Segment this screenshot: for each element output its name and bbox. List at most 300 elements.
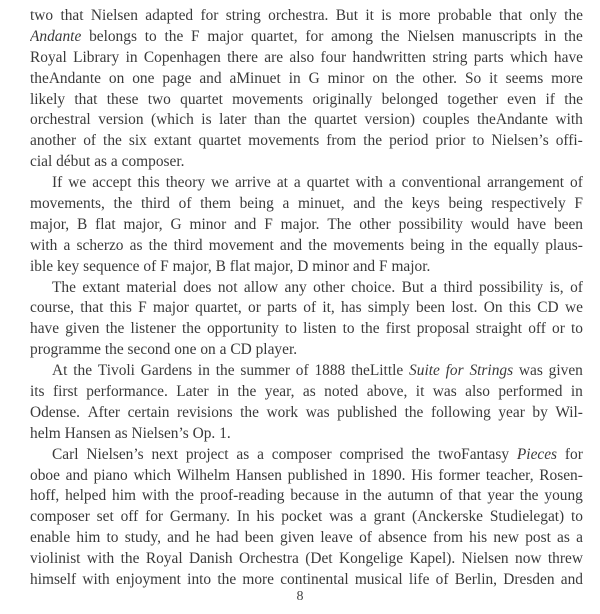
word: pocket	[281, 508, 323, 526]
word: minor	[327, 69, 365, 87]
word: of	[570, 174, 583, 192]
word: been	[553, 215, 583, 233]
word: G	[170, 215, 182, 233]
word: not	[217, 278, 238, 296]
word: At	[52, 362, 68, 380]
word: second	[127, 341, 171, 359]
word: the	[564, 7, 583, 24]
word: enjoyment	[115, 571, 181, 589]
word: Tivoli	[97, 362, 135, 380]
word: post	[525, 529, 551, 547]
word: (Det	[305, 550, 333, 568]
word: as	[302, 383, 316, 401]
word: former	[438, 466, 481, 484]
word: of	[439, 487, 453, 505]
word: off	[528, 320, 546, 338]
word: Pieces	[516, 445, 558, 463]
word: Hansen	[235, 466, 282, 484]
word: that	[80, 299, 104, 317]
word: it	[489, 69, 498, 87]
word: CD	[537, 299, 559, 317]
word: version)	[364, 111, 415, 129]
word: But	[335, 7, 358, 24]
word: of	[83, 132, 97, 150]
word: composer.	[121, 153, 185, 171]
word: for	[200, 7, 219, 24]
text-line	[30, 528, 583, 549]
word: him	[76, 529, 101, 547]
text-line	[30, 27, 583, 48]
word: third	[443, 278, 473, 296]
word: quartet	[180, 90, 223, 108]
text-line	[30, 445, 583, 466]
word: quartet,	[195, 299, 242, 317]
word: and	[560, 571, 583, 589]
word: two	[438, 445, 462, 463]
word: for	[305, 27, 324, 45]
word: of	[303, 299, 317, 317]
word: violinist	[30, 550, 81, 568]
word: the	[411, 445, 431, 463]
word: the	[519, 487, 539, 505]
word: from	[326, 132, 357, 150]
word: been	[416, 299, 446, 317]
word: Suite	[409, 362, 440, 380]
word: of	[570, 278, 583, 296]
word: have	[30, 320, 60, 338]
word: the	[308, 236, 328, 254]
word	[229, 69, 280, 90]
word: first	[52, 383, 78, 401]
word: B	[215, 257, 226, 275]
word: belongs	[89, 27, 137, 45]
word: the	[237, 383, 257, 401]
word: quartet	[314, 111, 358, 129]
word: the	[564, 27, 583, 45]
word: the	[564, 90, 583, 108]
word: given	[548, 362, 583, 380]
word: Kongelige	[338, 550, 404, 568]
word: to	[144, 27, 157, 45]
word: year,	[264, 383, 295, 401]
word: published	[287, 466, 348, 484]
word: as	[236, 445, 250, 463]
word: with	[86, 550, 115, 568]
word: parts	[473, 48, 504, 66]
word: the	[182, 320, 201, 338]
word: the	[148, 236, 168, 254]
word: in	[353, 466, 366, 484]
word: or	[552, 320, 565, 338]
word: Nielsen’s	[491, 132, 549, 150]
word: next	[151, 445, 178, 463]
word: F	[160, 257, 169, 275]
word: and	[353, 195, 376, 213]
word: following	[430, 403, 491, 421]
word: helm	[30, 424, 61, 442]
word: Germany.	[169, 508, 231, 526]
word: F	[191, 27, 200, 45]
word: because	[290, 487, 340, 505]
word: G	[308, 69, 320, 87]
word: Nielsen	[90, 7, 138, 24]
word: new	[493, 529, 519, 547]
word: the	[120, 550, 140, 568]
word: the	[217, 571, 237, 589]
word: for	[145, 508, 164, 526]
word: and	[167, 529, 190, 547]
word: a	[219, 341, 227, 359]
word: other	[359, 215, 391, 233]
word: to	[342, 320, 355, 338]
word: summer	[240, 362, 290, 380]
word: choice.	[351, 278, 396, 296]
word: more	[551, 69, 583, 87]
word: this	[109, 299, 132, 317]
word: than	[253, 111, 281, 129]
word: is	[381, 7, 392, 24]
word: that	[60, 7, 84, 24]
word: likely	[30, 90, 66, 108]
word: Berlin,	[454, 571, 498, 589]
word: Minuet	[236, 69, 281, 87]
word: the	[240, 403, 259, 421]
word: this	[508, 299, 532, 317]
word: absence	[378, 529, 427, 547]
word: had	[216, 529, 239, 547]
word: quartet	[198, 132, 242, 150]
word: have	[553, 48, 583, 66]
word: movements	[333, 236, 405, 254]
word: oboe	[30, 466, 60, 484]
word: other	[313, 278, 345, 296]
word: the	[351, 362, 370, 380]
word: was	[329, 508, 354, 526]
word: set	[96, 508, 114, 526]
text-line	[30, 173, 583, 194]
word: the	[215, 362, 235, 380]
word: to	[571, 320, 583, 338]
word: four	[320, 48, 347, 66]
word: ible	[30, 257, 54, 275]
word: accept	[92, 174, 132, 192]
word: respectively	[491, 195, 566, 213]
word: enable	[30, 529, 71, 547]
word: opportunity	[206, 320, 279, 338]
text-line	[30, 48, 583, 69]
word: Strings	[469, 362, 514, 380]
word: would	[470, 215, 510, 233]
word: later	[219, 111, 247, 129]
word: teacher,	[485, 466, 534, 484]
word: the	[468, 236, 488, 254]
word: So	[464, 69, 482, 87]
word	[351, 361, 403, 382]
word: The	[327, 215, 352, 233]
word: CD	[230, 341, 252, 359]
word: arrive	[234, 174, 271, 192]
word: two	[147, 90, 171, 108]
word: offi-	[555, 132, 583, 150]
word: adapted	[145, 7, 194, 24]
word: helped	[65, 487, 107, 505]
word: with	[555, 111, 583, 129]
word: being	[448, 195, 483, 213]
word: movements	[232, 90, 304, 108]
word: Nielsen	[461, 550, 509, 568]
word: with	[30, 236, 58, 254]
word: for	[564, 445, 583, 463]
text-line	[30, 236, 583, 257]
word: at	[276, 174, 288, 192]
word: Orchestra	[238, 550, 299, 568]
word: début	[56, 153, 91, 171]
word: as	[129, 236, 143, 254]
word: movement	[208, 236, 274, 254]
word: performance.	[86, 383, 168, 401]
body-text	[30, 6, 583, 591]
word: was	[305, 403, 330, 421]
word: originally	[312, 90, 373, 108]
word: major	[152, 299, 189, 317]
word: given	[280, 529, 315, 547]
word	[477, 110, 548, 131]
word: to	[284, 320, 297, 338]
word: the	[73, 362, 93, 380]
paragraph	[30, 278, 583, 362]
word: have	[517, 215, 547, 233]
word: a	[359, 508, 367, 526]
word: does	[183, 278, 212, 296]
word: the	[113, 195, 133, 213]
text-line	[30, 507, 583, 528]
word: In	[236, 508, 250, 526]
word: year	[487, 487, 514, 505]
word: page	[162, 69, 192, 87]
word: major,	[30, 215, 70, 233]
word: of	[143, 257, 157, 275]
word: first	[385, 320, 411, 338]
word: the	[175, 487, 194, 505]
word: Wilhelm	[176, 466, 231, 484]
word: of	[178, 195, 192, 213]
word: F	[574, 195, 583, 213]
word: musical	[354, 571, 403, 589]
word: arrangement	[487, 174, 565, 192]
paragraph	[30, 445, 583, 591]
word: Library	[73, 48, 120, 66]
word: its	[30, 383, 45, 401]
word: being	[239, 195, 274, 213]
word: comprised	[339, 445, 404, 463]
word: which	[133, 466, 172, 484]
word: major,	[172, 257, 212, 275]
word: on	[108, 69, 125, 87]
word: plaus-	[545, 236, 583, 254]
word: two	[30, 7, 54, 24]
word: above,	[366, 383, 408, 401]
word: major.	[391, 257, 431, 275]
word: the	[395, 69, 415, 87]
word: version	[98, 111, 144, 129]
word: is,	[549, 278, 564, 296]
word: hoff,	[30, 487, 60, 505]
word: Rosen-	[539, 466, 583, 484]
word: Carl	[52, 445, 79, 463]
word: 1890.	[370, 466, 406, 484]
word: Nielsen	[407, 27, 455, 45]
word: allow	[243, 278, 279, 296]
word: composer	[271, 445, 332, 463]
word: with	[82, 571, 110, 589]
word: and	[352, 257, 376, 275]
word: from	[433, 529, 463, 547]
word: the	[104, 341, 124, 359]
word: performed	[498, 383, 563, 401]
word: Odense.	[30, 403, 81, 421]
word: Wil-	[555, 403, 583, 421]
word: published	[337, 403, 398, 421]
word: a	[229, 69, 237, 87]
word: continental	[280, 571, 349, 589]
word: 1888	[314, 362, 346, 380]
word: in	[450, 236, 463, 254]
word: couples	[422, 111, 470, 129]
word: leave	[320, 529, 353, 547]
word: (which	[151, 111, 194, 129]
word: in	[570, 383, 583, 401]
word: we	[68, 174, 87, 192]
word: parts	[267, 299, 298, 317]
word: six	[128, 132, 147, 150]
word: by	[532, 403, 548, 421]
word: F	[264, 215, 273, 233]
word: Copenhagen	[143, 48, 221, 66]
word: are	[264, 48, 284, 66]
word: life	[408, 571, 430, 589]
word: orchestral	[30, 111, 91, 129]
text-line	[30, 340, 583, 361]
word: flat	[95, 215, 116, 233]
word: extant	[82, 278, 120, 296]
word: in	[544, 27, 557, 45]
word: work	[266, 403, 299, 421]
word: F	[138, 299, 147, 317]
word: among	[331, 27, 373, 45]
word: them	[200, 195, 231, 213]
word: off	[120, 508, 139, 526]
word: which	[509, 48, 548, 66]
word: into	[187, 571, 212, 589]
word: course,	[30, 299, 75, 317]
word: After	[87, 403, 121, 421]
word: was	[432, 383, 457, 401]
word: seems	[505, 69, 544, 87]
word: a	[110, 153, 118, 171]
word: in	[344, 487, 357, 505]
word: of	[295, 362, 309, 380]
text-line	[30, 403, 583, 424]
word: cial	[30, 153, 53, 171]
word: project	[185, 445, 229, 463]
word: the	[362, 487, 382, 505]
paragraph	[30, 173, 583, 277]
word: Royal	[30, 48, 67, 66]
text-line	[30, 319, 583, 340]
word: one	[174, 341, 197, 359]
word: in	[288, 69, 301, 87]
word: the	[360, 320, 380, 338]
text-line	[30, 6, 583, 27]
word: study,	[124, 529, 161, 547]
word: movements	[248, 132, 320, 150]
word: to	[472, 132, 485, 150]
word: young	[544, 487, 583, 505]
word: string	[432, 48, 468, 66]
word: or	[248, 299, 261, 317]
word: probable	[437, 7, 492, 24]
word: grant	[373, 508, 406, 526]
word: minor	[312, 257, 349, 275]
word: year	[498, 403, 525, 421]
word: this	[137, 174, 160, 192]
word: is	[201, 111, 212, 129]
word: other.	[422, 69, 458, 87]
word: possibility	[398, 215, 463, 233]
word: His	[411, 466, 433, 484]
word: on	[372, 69, 388, 87]
word: the	[287, 111, 307, 129]
word: extant	[153, 132, 192, 150]
word: F	[379, 257, 388, 275]
word: Little	[369, 362, 404, 380]
word: Andante	[48, 69, 101, 87]
page-number: 8	[296, 589, 304, 604]
word: major.	[280, 215, 320, 233]
text-line	[30, 361, 583, 382]
word: If	[52, 174, 63, 192]
word: now	[515, 550, 542, 568]
word: only	[529, 7, 557, 24]
word: Gardens	[140, 362, 193, 380]
word: noted	[324, 383, 359, 401]
word: Danish	[188, 550, 233, 568]
word: composer	[30, 508, 90, 526]
word: piano	[93, 466, 128, 484]
word: and	[65, 466, 88, 484]
text-line	[30, 466, 583, 487]
word: his	[469, 529, 488, 547]
word: conventional	[401, 174, 482, 192]
word: revisions	[177, 403, 233, 421]
word: Op.	[192, 424, 216, 442]
paragraph	[30, 6, 583, 173]
word: was	[518, 362, 543, 380]
word: in	[125, 48, 138, 66]
word: and	[199, 69, 222, 87]
word: himself	[30, 571, 77, 589]
word: proposal	[416, 320, 470, 338]
word: these	[106, 90, 139, 108]
word: Fantasy	[461, 445, 510, 463]
word: manuscripts	[462, 27, 537, 45]
text-line	[30, 194, 583, 215]
word: with	[355, 174, 383, 192]
word: the	[103, 132, 122, 150]
word: and	[234, 215, 257, 233]
word: there	[227, 48, 258, 66]
word: Nielsen’s	[86, 445, 144, 463]
